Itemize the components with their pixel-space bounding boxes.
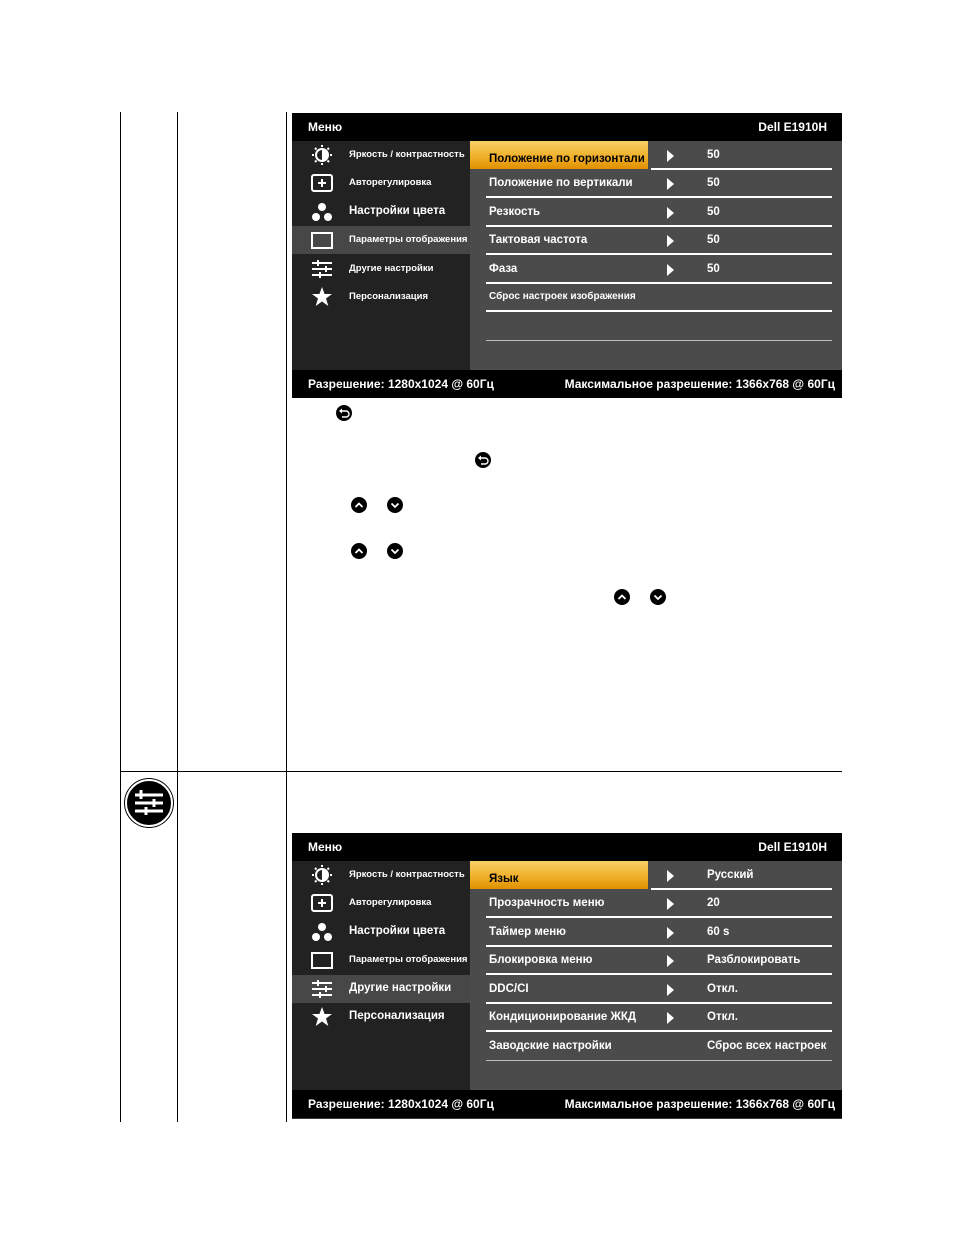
osd-header — [292, 113, 842, 141]
sidebar-item-label: Авторегулировка — [349, 177, 432, 188]
submenu-row-label: Кондиционирование ЖКД — [489, 1011, 637, 1023]
down-button-icon — [387, 543, 403, 559]
osd-header — [292, 833, 842, 861]
osd-other-settings — [292, 833, 842, 1119]
submenu-row-label: Прозрачность меню — [489, 897, 605, 909]
submenu-row[interactable] — [470, 198, 842, 226]
sidebar-item-label: Персонализация — [349, 1010, 445, 1022]
sidebar-item-label: Яркость / контрастность — [349, 149, 465, 160]
display-settings-icon — [310, 230, 334, 250]
arrow-right-icon — [667, 898, 674, 910]
row-divider — [486, 340, 832, 341]
resolution-text: Разрешение: 1280x1024 @ 60Гц — [308, 377, 494, 391]
table-border-col1 — [177, 112, 178, 1122]
arrow-right-icon — [667, 955, 674, 967]
up-button-icon — [351, 497, 367, 513]
sidebar-item-display[interactable] — [292, 226, 470, 254]
sidebar-item-label: Яркость / контрастность — [349, 869, 465, 880]
row-divider — [486, 1060, 832, 1061]
arrow-right-icon — [667, 235, 674, 247]
sidebar-item-color[interactable] — [292, 198, 470, 226]
color-settings-icon — [310, 922, 334, 942]
brightness-icon — [310, 865, 334, 885]
sidebar-item-label: Параметры отображения — [349, 954, 468, 965]
arrow-right-icon — [667, 1012, 674, 1024]
osd-menu-title: Меню — [308, 120, 343, 134]
down-button-icon — [387, 497, 403, 513]
arrow-right-icon — [667, 150, 674, 162]
submenu-row-value: Сброс всех настроек — [707, 1040, 827, 1052]
max-resolution-text: Максимальное разрешение: 1366x768 @ 60Гц — [564, 377, 835, 391]
display-settings-icon — [310, 950, 334, 970]
sidebar-item-personalize[interactable] — [292, 1003, 470, 1031]
osd-model: Dell E1910H — [758, 120, 827, 134]
submenu-row-label: Резкость — [489, 206, 541, 218]
submenu-row-label: Блокировка меню — [489, 954, 593, 966]
submenu-row-empty — [470, 312, 842, 340]
submenu-row-value: 50 — [707, 234, 720, 246]
submenu-row-value: 20 — [707, 897, 720, 909]
selection-highlight — [470, 861, 648, 889]
submenu-row-label: Положение по горизонтали — [489, 153, 645, 165]
sidebar-item-label: Авторегулировка — [349, 897, 432, 908]
submenu-row[interactable] — [470, 1003, 842, 1031]
submenu-row-value: Откл. — [707, 1011, 738, 1023]
submenu-row[interactable] — [470, 169, 842, 197]
auto-adjust-icon — [310, 173, 334, 193]
brightness-icon — [310, 145, 334, 165]
submenu-row[interactable] — [470, 1032, 842, 1060]
submenu-row[interactable] — [470, 889, 842, 917]
osd-footer — [292, 370, 842, 398]
resolution-text: Разрешение: 1280x1024 @ 60Гц — [308, 1097, 494, 1111]
auto-adjust-icon — [310, 893, 334, 913]
arrow-right-icon — [667, 984, 674, 996]
submenu-row-label: DDC/CI — [489, 983, 529, 995]
sidebar-item-display[interactable] — [292, 946, 470, 974]
submenu-row-label: Заводские настройки — [489, 1040, 612, 1052]
submenu-row[interactable] — [470, 861, 842, 889]
sidebar-item-auto-adjust[interactable] — [292, 169, 470, 197]
submenu-row[interactable] — [470, 918, 842, 946]
submenu-row[interactable] — [470, 141, 842, 169]
submenu-row-value: Разблокировать — [707, 954, 801, 966]
up-button-icon — [351, 543, 367, 559]
other-settings-icon — [310, 979, 334, 999]
arrow-right-icon — [667, 178, 674, 190]
submenu-row-value: Русский — [707, 869, 754, 881]
submenu-row-value: 50 — [707, 149, 720, 161]
arrow-right-icon — [667, 207, 674, 219]
submenu-row-label: Таймер меню — [489, 926, 566, 938]
sidebar-item-label: Другие настройки — [349, 263, 434, 274]
sidebar-item-label: Настройки цвета — [349, 205, 446, 217]
sidebar-item-color[interactable] — [292, 918, 470, 946]
arrow-right-icon — [667, 264, 674, 276]
submenu-row-value: 50 — [707, 206, 720, 218]
sidebar-item-other[interactable] — [292, 975, 470, 1003]
table-border-left — [120, 112, 121, 1122]
table-row-divider — [120, 771, 842, 772]
star-icon — [310, 1007, 334, 1027]
sidebar-item-brightness[interactable] — [292, 141, 470, 169]
table-border-col2 — [286, 112, 287, 1122]
submenu-row[interactable] — [470, 255, 842, 283]
osd-display-settings — [292, 113, 842, 398]
up-button-icon — [614, 589, 630, 605]
sidebar-item-label: Настройки цвета — [349, 925, 446, 937]
submenu-row[interactable] — [470, 946, 842, 974]
sidebar-item-label: Другие настройки — [349, 982, 452, 994]
submenu-row-label: Фаза — [489, 263, 518, 275]
back-button-icon — [475, 452, 491, 468]
submenu-row-label: Сброс настроек изображения — [489, 291, 636, 302]
max-resolution-text: Максимальное разрешение: 1366x768 @ 60Гц — [564, 1097, 835, 1111]
sidebar-item-personalize[interactable] — [292, 283, 470, 311]
submenu-row[interactable] — [470, 226, 842, 254]
submenu-row-value: 60 s — [707, 926, 730, 938]
submenu-row[interactable] — [470, 975, 842, 1003]
selection-highlight — [470, 141, 648, 169]
osd-submenu — [470, 861, 842, 1090]
submenu-row-value: Откл. — [707, 983, 738, 995]
osd-sidebar — [292, 861, 470, 1090]
back-button-icon — [336, 405, 352, 421]
osd-model: Dell E1910H — [758, 840, 827, 854]
submenu-row-label: Язык — [489, 873, 519, 885]
color-settings-icon — [310, 202, 334, 222]
arrow-right-icon — [667, 927, 674, 939]
submenu-row-label: Положение по вертикали — [489, 177, 633, 189]
submenu-row-label: Тактовая частота — [489, 234, 588, 246]
sidebar-item-auto-adjust[interactable] — [292, 889, 470, 917]
sidebar-item-label: Персонализация — [349, 291, 429, 302]
osd-menu-title: Меню — [308, 840, 343, 854]
other-settings-icon — [310, 259, 334, 279]
submenu-row-value: 50 — [707, 177, 720, 189]
other-settings-icon — [124, 778, 174, 828]
osd-submenu — [470, 141, 842, 370]
osd-footer — [292, 1090, 842, 1118]
submenu-row[interactable] — [470, 283, 842, 311]
sidebar-item-brightness[interactable] — [292, 861, 470, 889]
sidebar-item-other[interactable] — [292, 255, 470, 283]
down-button-icon — [650, 589, 666, 605]
star-icon — [310, 287, 334, 307]
arrow-right-icon — [667, 870, 674, 882]
sidebar-item-label: Параметры отображения — [349, 234, 468, 245]
osd-sidebar — [292, 141, 470, 370]
submenu-row-value: 50 — [707, 263, 720, 275]
